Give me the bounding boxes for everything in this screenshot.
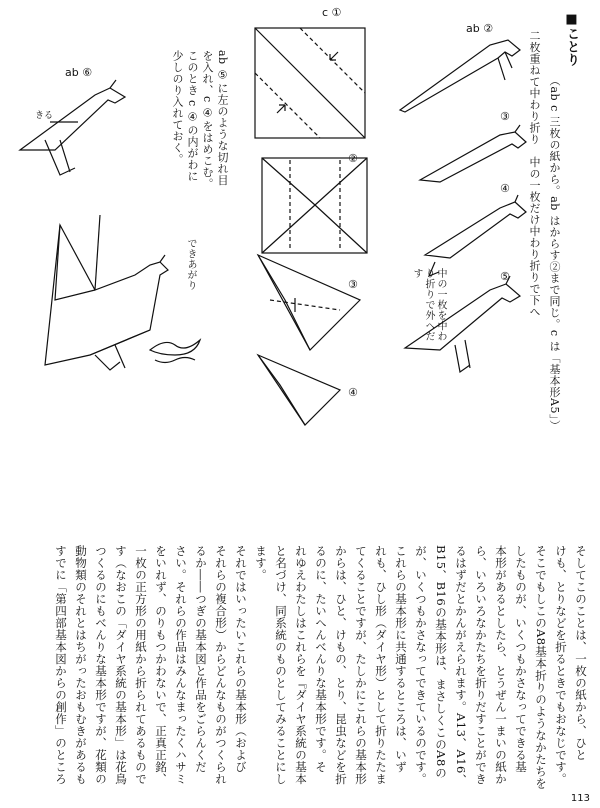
step-label-c3: ③ bbox=[348, 278, 358, 291]
body-column: これらの基本形に共通するところは、いず bbox=[394, 545, 408, 773]
diagram-ab3 bbox=[420, 125, 526, 182]
body-column: つくるのにもべんりな基本形ですが、花類の bbox=[94, 545, 108, 785]
body-column: をいれず、のりもつかわないで、正真正銘、 bbox=[154, 545, 168, 785]
body-column: るのに、たいへんべんりな基本形です。そ bbox=[314, 545, 328, 773]
body-column: ます。 bbox=[254, 545, 268, 581]
diagram-c1 bbox=[255, 28, 365, 138]
diagram-ab6 bbox=[20, 80, 125, 175]
step-label-ab2: ab ② bbox=[466, 22, 494, 35]
instruction-line-2: 二枚重ねて中わり折り 中の一枚だけ中わり折りで下へ bbox=[528, 30, 541, 318]
finished-label: できあがり bbox=[185, 238, 196, 291]
diagram-ab2 bbox=[400, 40, 520, 112]
body-column: からは、ひと、けもの、とり、昆虫などを折 bbox=[334, 545, 348, 785]
step-label-c4: ④ bbox=[348, 386, 358, 399]
body-column: 動物類のそれとはちがったおもむきがあるも bbox=[74, 545, 88, 785]
body-column: と名づけ、同系統のものとしてみることにし bbox=[274, 545, 288, 785]
page-number: 113 bbox=[570, 793, 590, 804]
title-marker: ■ bbox=[564, 12, 579, 27]
diagram-c3 bbox=[258, 255, 360, 350]
step-label-ab4: ④ bbox=[500, 182, 510, 195]
side-note: ab ⑤に左のような切れ目を入れ、c ④をはめこむ。このとき c ④の内がわに少しのり入れておく。 bbox=[171, 50, 229, 190]
body-column: す（なおこの「ダイヤ系統の基本形」は花鳥 bbox=[114, 545, 128, 785]
page-title bbox=[562, 12, 581, 72]
diagram-c2 bbox=[262, 158, 367, 253]
body-column: るはずだとかんがえられます。A13、A16、 bbox=[454, 545, 468, 786]
body-column: 本形があるとしたら、とうぜん一まいの紙か bbox=[494, 545, 508, 785]
body-column: さい。それらの作品はみんなまったくハサミ bbox=[174, 545, 188, 785]
step-label-ab6: ab ⑥ bbox=[65, 66, 93, 79]
body-column: ら、いろいろなかたちを折りだすことができ bbox=[474, 545, 488, 785]
diagram-c4 bbox=[258, 355, 340, 425]
body-column: すでに「第四部基本図からの創作」のところ bbox=[54, 545, 68, 785]
body-column: るか――つぎの基本図と作品をごらんくだ bbox=[194, 545, 208, 773]
step-label-c2: ② bbox=[348, 152, 358, 165]
body-column: が、いくつもかさなってできているのです。 bbox=[414, 545, 428, 785]
body-text bbox=[10, 545, 590, 795]
cut-label: きる bbox=[35, 111, 54, 121]
body-column: それらの複合形）からどんなものがつくられ bbox=[214, 545, 228, 785]
body-column: てくることですが、たしかにこれらの基本形 bbox=[354, 545, 368, 785]
body-column: したものが、いくつもかさなってできる基 bbox=[514, 545, 528, 773]
body-column: B15、B16の基本形は、まさしくこのA8の bbox=[434, 545, 448, 779]
instruction-line-1: （ab c 三枚の紙から。ab はからす②まで同じ。c は「基本形A5」） bbox=[548, 75, 561, 432]
body-column: そこでもしこのA8基本折りのようなかたちを bbox=[534, 545, 548, 790]
inner-fold-note: 中の一枚を中わり折りで外へだす bbox=[411, 268, 446, 342]
body-column: それではいったいこれらの基本形（および bbox=[234, 545, 248, 773]
body-column: れゆえわたしはこれらを『ダイヤ系統の基本 bbox=[294, 545, 308, 785]
diagram-finished-bird bbox=[45, 215, 168, 370]
body-column: そしてこのことは、一枚の紙から、ひと bbox=[574, 545, 588, 761]
body-column: 一枚の正方形の用紙から折られてあるもので bbox=[134, 545, 148, 785]
step-label-c1: c ① bbox=[322, 6, 342, 19]
diagram-small-sketch bbox=[150, 340, 200, 363]
title-text: ことり bbox=[564, 27, 579, 66]
step-label-ab3: ③ bbox=[500, 110, 510, 123]
body-column: れも、ひし形（ダイヤ形）として折りたたま bbox=[374, 545, 388, 785]
diagram-ab4 bbox=[425, 195, 526, 276]
body-column: けも、とりなどを折るときでもおなじです。 bbox=[554, 545, 568, 785]
step-label-ab5: ⑤ bbox=[500, 270, 510, 283]
